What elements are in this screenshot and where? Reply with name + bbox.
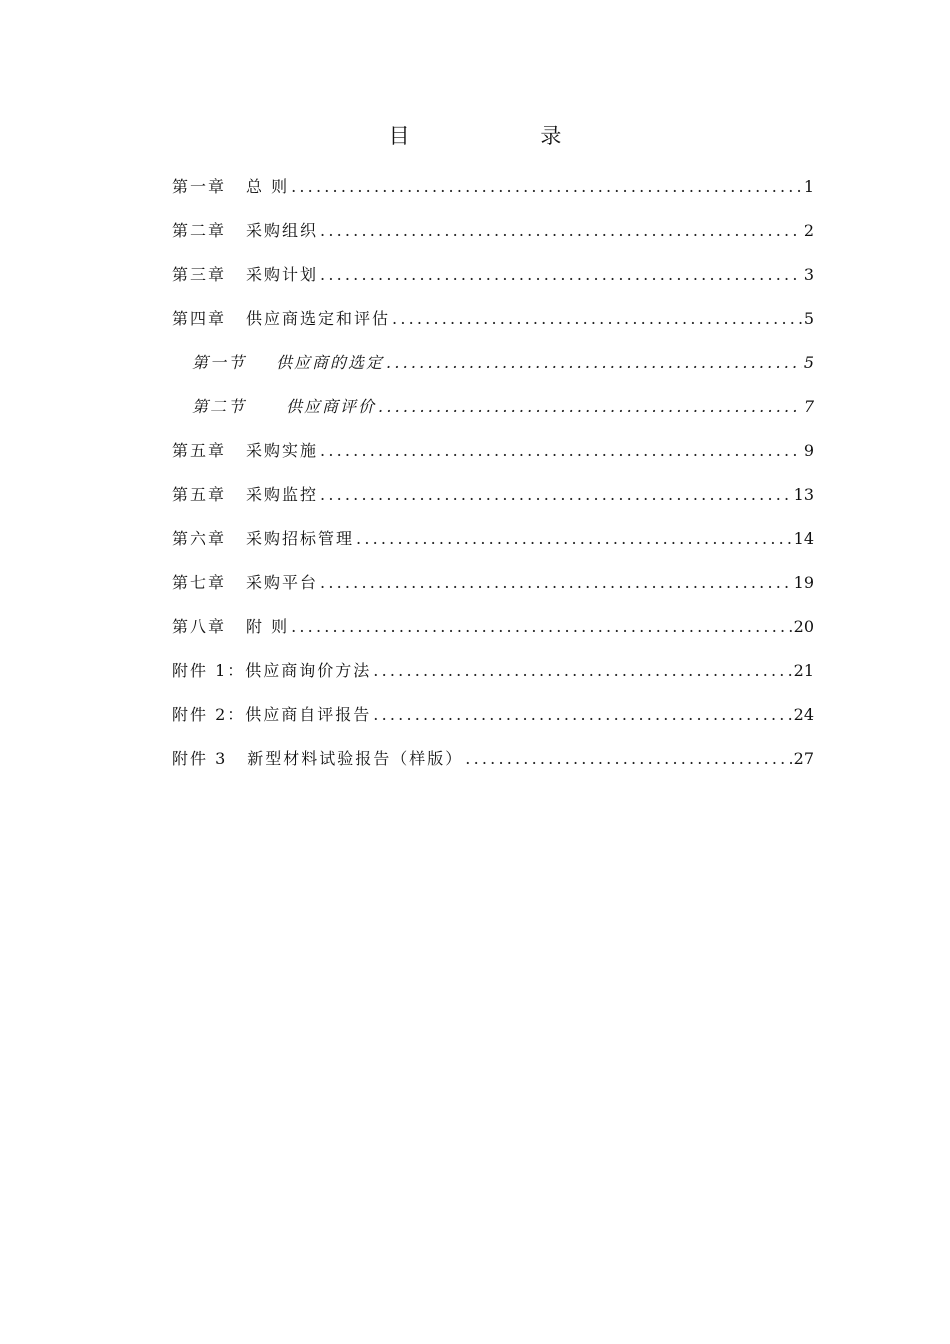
toc-entry[interactable]: [172, 612, 814, 656]
toc-entry[interactable]: [172, 304, 814, 348]
toc-entry-title: 采购监控: [246, 485, 319, 504]
toc-entry-number: 第二节: [192, 397, 247, 416]
toc-entry[interactable]: [172, 744, 814, 788]
toc-entry-title: 供应商评价: [286, 397, 377, 416]
toc-entry-page: 20: [793, 617, 814, 636]
toc-dot-leader: [291, 612, 792, 642]
toc-entry-page: 5: [803, 309, 814, 328]
toc-entry-page: 27: [793, 749, 814, 768]
toc-entry[interactable]: [172, 436, 814, 480]
toc-entry-title: 采购招标管理: [246, 529, 355, 548]
toc-entry-title: 供应商选定和评估: [246, 309, 391, 328]
toc-entry-title: 采购实施: [246, 441, 319, 460]
toc-entry-title: 采购计划: [246, 265, 319, 284]
toc-entry-title: 供应商的选定: [276, 353, 385, 372]
toc-entry[interactable]: [172, 480, 814, 524]
toc-dot-leader: [320, 568, 792, 598]
toc-entry[interactable]: [172, 700, 814, 744]
toc-entry-page: 24: [793, 705, 814, 724]
toc-dot-leader: [320, 480, 792, 510]
toc-entry-title: 采购平台: [246, 573, 319, 592]
toc-entry-title: 附 则: [246, 617, 290, 636]
toc-entry[interactable]: [172, 568, 814, 612]
toc-entry-number: 第二章: [172, 221, 227, 240]
toc-entry-number: 附件 3: [172, 749, 228, 768]
toc-dot-leader: [392, 304, 802, 334]
toc-entry-title: 供应商询价方法: [245, 661, 372, 680]
toc-entry-number: 第七章: [172, 573, 227, 592]
toc-entry-page: 7: [803, 397, 814, 416]
toc-entry-title: 新型材料试验报告（样版）: [247, 749, 464, 768]
toc-entry[interactable]: [172, 260, 814, 304]
toc-dot-leader: [373, 656, 791, 686]
toc-entry[interactable]: [172, 656, 814, 700]
toc-entry-title: 供应商自评报告: [245, 705, 372, 724]
toc-entry[interactable]: [172, 172, 814, 216]
toc-entry-page: 19: [793, 573, 814, 592]
toc-entry-page: 14: [793, 529, 814, 548]
toc-entry-number: 第五章: [172, 485, 227, 504]
toc-subentry[interactable]: [172, 348, 814, 392]
toc-entry-number: 附件 1：: [172, 661, 246, 680]
toc-entry-title: 总 则: [246, 177, 290, 196]
toc-dot-leader: [320, 216, 802, 246]
toc-dot-leader: [386, 348, 802, 378]
toc-entry-number: 第一节: [192, 353, 247, 372]
toc-entry-number: 附件 2：: [172, 705, 246, 724]
toc-entry-number: 第六章: [172, 529, 227, 548]
toc-dot-leader: [320, 436, 802, 466]
toc-entry-number: 第三章: [172, 265, 227, 284]
toc-entry-number: 第八章: [172, 617, 227, 636]
toc-entry-page: 3: [803, 265, 814, 284]
toc-dot-leader: [356, 524, 792, 554]
toc-dot-leader: [320, 260, 802, 290]
toc-subentry[interactable]: [172, 392, 814, 436]
toc-entry-page: 2: [803, 221, 814, 240]
toc-dot-leader: [291, 172, 802, 202]
table-of-contents: [172, 172, 814, 788]
toc-entry-page: 5: [803, 353, 814, 372]
toc-entry-number: 第五章: [172, 441, 227, 460]
toc-entry-page: 13: [793, 485, 814, 504]
toc-dot-leader: [378, 392, 802, 422]
toc-entry[interactable]: [172, 216, 814, 260]
toc-entry-number: 第一章: [172, 177, 227, 196]
toc-entry-page: 9: [803, 441, 814, 460]
toc-entry-page: 21: [793, 661, 814, 680]
toc-dot-leader: [373, 700, 791, 730]
toc-entry-number: 第四章: [172, 309, 227, 328]
toc-dot-leader: [465, 744, 791, 774]
toc-title: 目 录: [388, 124, 624, 148]
toc-entry-title: 采购组织: [246, 221, 319, 240]
toc-entry[interactable]: [172, 524, 814, 568]
toc-entry-page: 1: [803, 177, 814, 196]
